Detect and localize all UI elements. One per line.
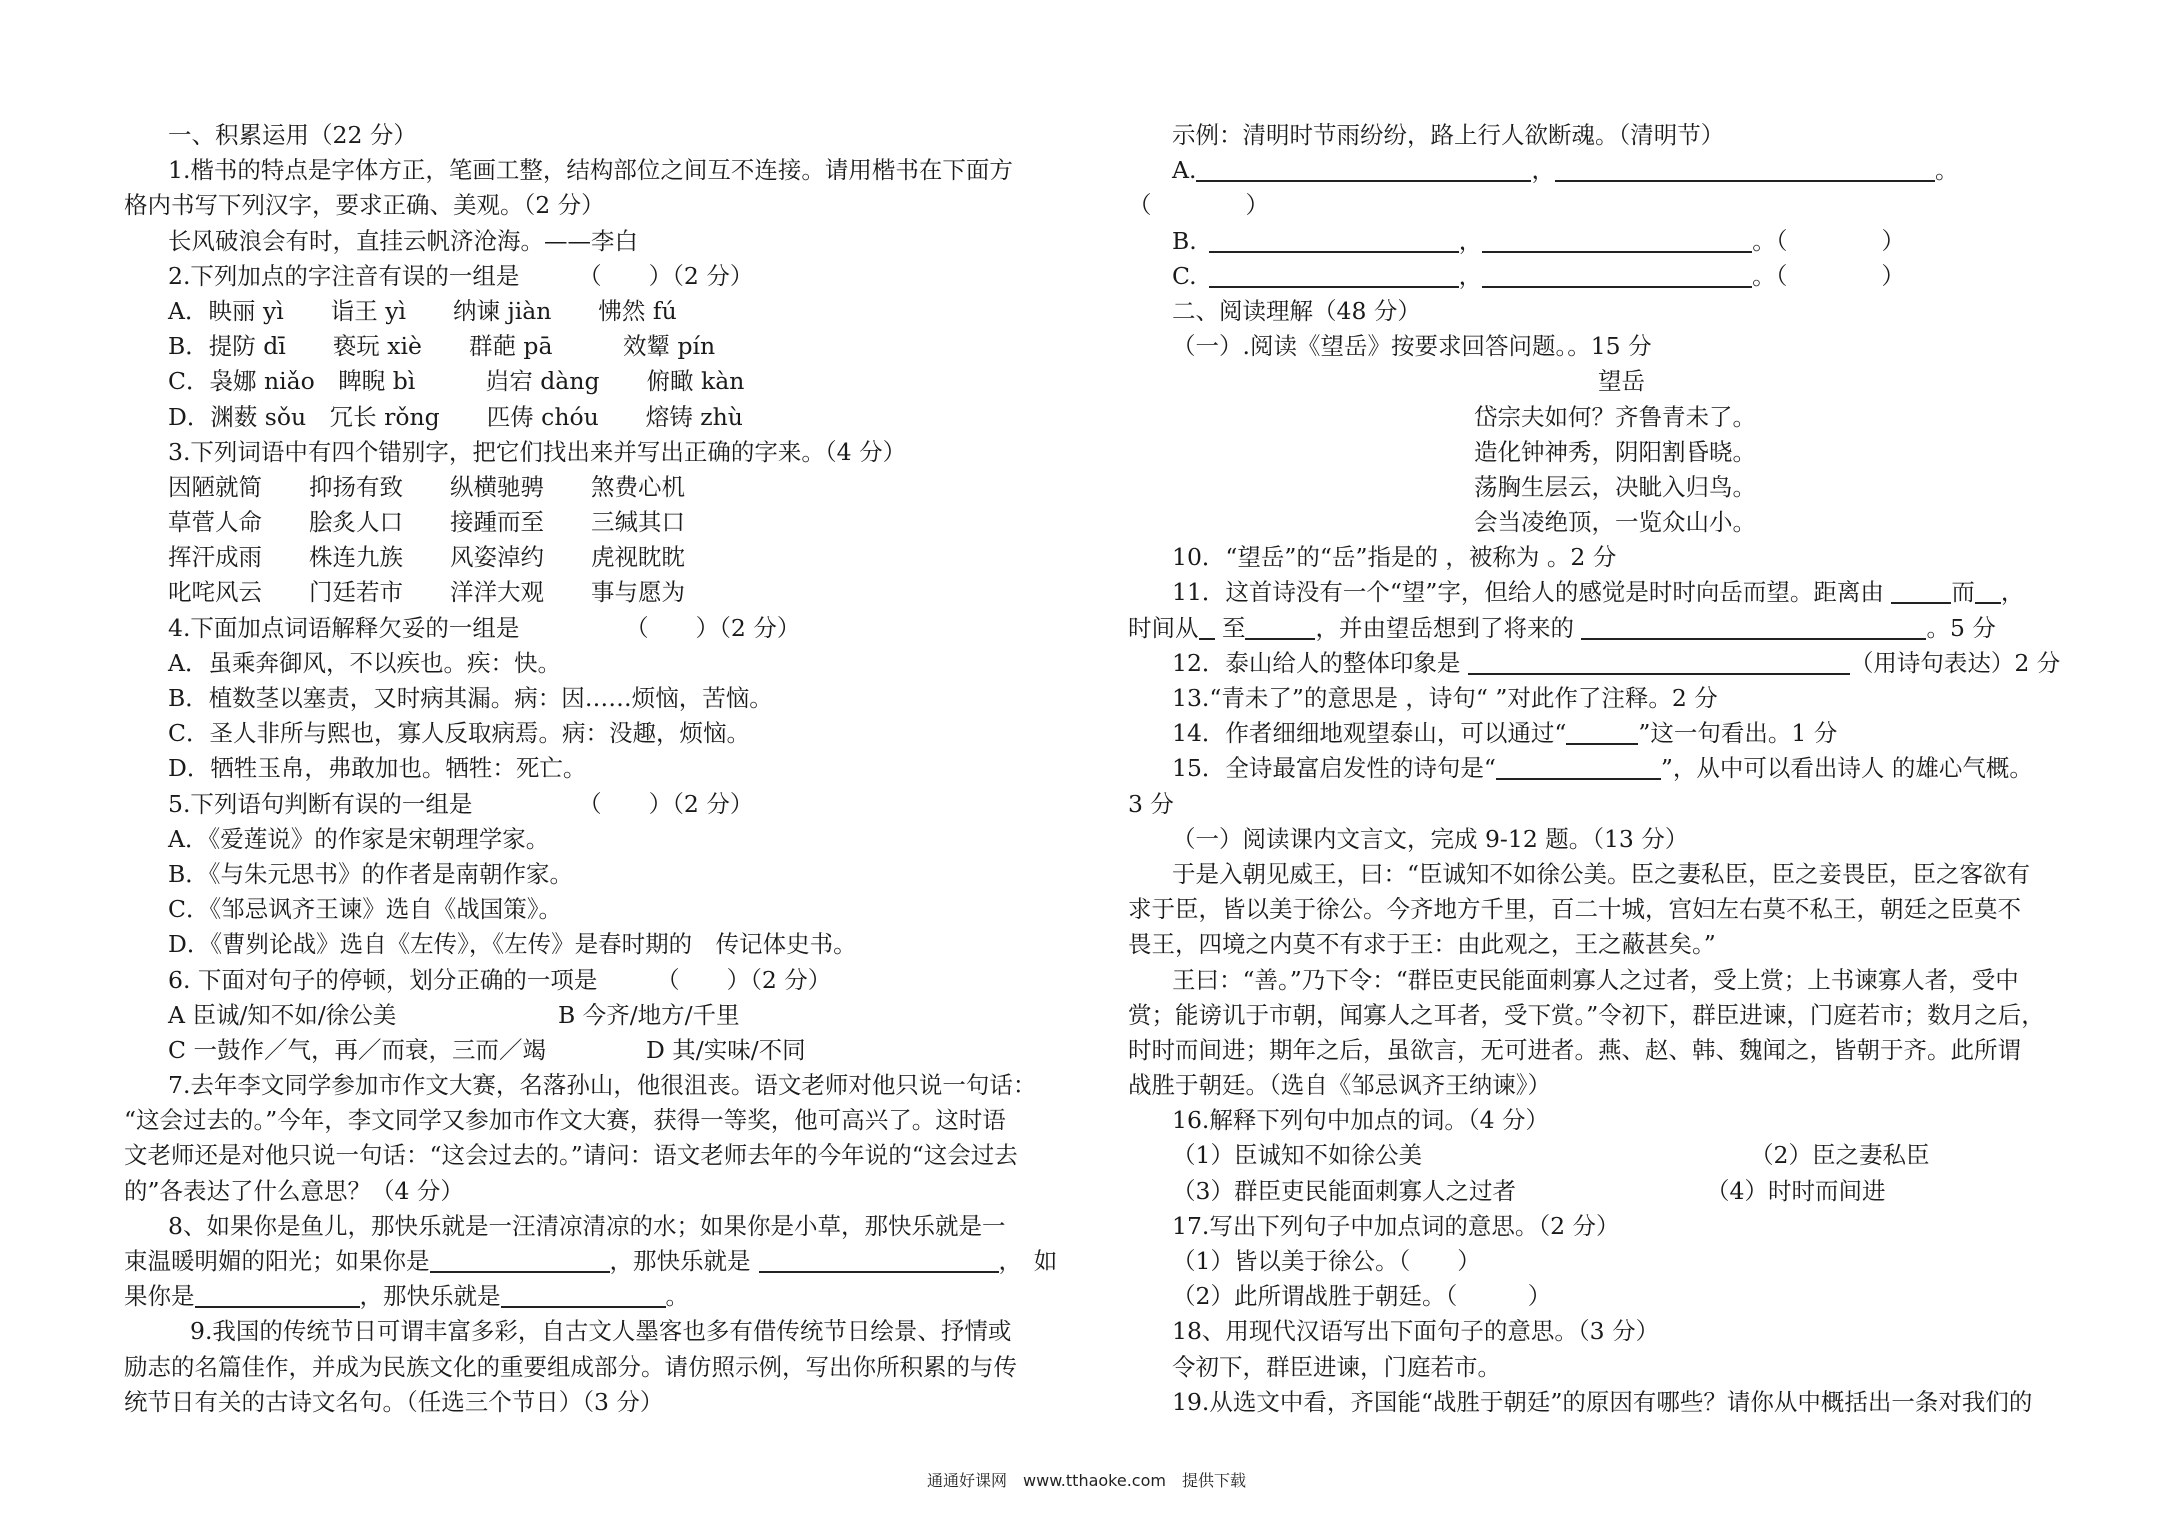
poem-line-3: 荡胸生层云，决眦入归鸟。 [1474,472,1756,501]
question-16-item-2: （2）臣之妻私臣 [1750,1141,1930,1170]
section-1-heading: 一、积累运用（22 分） [168,121,417,149]
question-7-line-3: 文老师还是对他只说一句话：“这会过去的。”请问：语文老师去年的今年说的“这会过去 [124,1141,1018,1170]
question-15-text: 15．全诗最富启发性的诗句是“ [1172,754,1496,783]
question-16-item-3: （3）群臣吏民能面刺寡人之过者 [1172,1176,1516,1205]
question-6-option-b: B 今齐/地方/千里 [558,1000,740,1029]
answer-blank[interactable] [1468,649,1850,675]
question-8-text: 束温暖明媚的阳光；如果你是 [124,1247,430,1275]
answer-blank[interactable] [1482,262,1752,288]
question-16-row-1 [1128,1138,2078,1173]
passage-2-line-1: 于是入朝见威王，曰：“臣诚知不如徐公美。臣之妻私臣，臣之妾畏臣，臣之客欲有 [1172,859,2031,888]
poem-line-1: 岱宗夫如何？齐鲁青未了。 [1474,402,1756,431]
question-11-text: 至 [1214,613,1246,642]
question-16-item-1: （1）臣诚知不如徐公美 [1172,1141,1422,1170]
question-17-item-1: （1）皆以美于徐公。（ ） [1172,1247,1481,1275]
question-6-row-1 [124,998,1079,1033]
question-7-line-2: “这会过去的。”今年，李文同学又参加市作文大赛，获得一等奖，他可高兴了。这时语 [124,1106,1006,1135]
question-11-line-1 [1128,575,2078,610]
question-11-text: 时间从 [1128,613,1199,642]
question-10: 10．“望岳”的“岳”指是的 ，被称为 。2 分 [1172,543,1617,572]
answer-blank[interactable] [1496,754,1661,780]
passage-2-line-4: 王曰：“善。”乃下令：“群臣吏民能面刺寡人之过者，受上赏；上书谏寡人者，受中 [1172,965,2019,994]
question-13: 13.“青未了”的意思是 ，诗句“ ”对此作了注释。2 分 [1172,684,1718,712]
answer-a-label: A. [1172,156,1197,185]
question-19: 19.从选文中看，齐国能“战胜于朝廷”的原因有哪些？请你从中概括出一条对我们的 [1172,1387,2033,1416]
question-8-text: ，那快乐就是 [609,1247,751,1275]
answer-blank[interactable] [1209,262,1459,288]
question-5-option-a: A．《爱莲说》的作家是宋朝理学家。 [168,824,550,853]
question-9-example: 示例：清明时节雨纷纷，路上行人欲断魂。（清明节） [1172,121,1725,149]
question-6: 6. 下面对句子的停顿，划分正确的一项是 （ ）（2 分） [168,965,832,994]
right-column [1128,118,2078,1420]
answer-blank[interactable] [195,1282,360,1308]
answer-blank[interactable] [759,1247,999,1273]
passage-2-line-3: 畏王，四境之内莫不有求于王：由此观之，王之蔽甚矣。” [1128,930,1716,959]
question-4: 4.下面加点词语解释欠妥的一组是 （ ）（2 分） [168,613,801,642]
question-14-text: ”这一句看出。1 分 [1638,719,1838,748]
question-6-row-2 [124,1033,1079,1068]
question-15-text: ”，从中可以看出诗人 的雄心气概。 [1660,754,2033,783]
question-18-sentence: 令初下，群臣进谏，门庭若市。 [1172,1352,1501,1381]
poem-line-4: 会当凌绝顶，一览众山小。 [1474,508,1756,537]
question-11-line-2 [1128,611,2078,646]
question-12-text: （用诗句表达）2 分 [1849,648,2061,677]
question-11-text: 而 [1951,578,1975,607]
question-11-text: ，并由望岳想到了将来的 [1315,613,1582,642]
question-6-option-c: C 一鼓作／气，再／而衰，三而／竭 [168,1035,546,1064]
answer-blank[interactable] [1482,227,1752,253]
separator: ， [1531,156,1555,185]
question-14-text: 14．作者细细地观望泰山，可以通过“ [1172,719,1567,748]
question-9-line-3: 统节日有关的古诗文名句。（任选三个节日）（3 分） [124,1387,664,1416]
question-4-option-a: A．虽乘奔御风，不以疾也。疾：快。 [168,648,561,677]
question-11-text: ， [2000,578,2025,607]
separator: ， [1458,226,1483,255]
passage-2-line-7: 战胜于朝廷。（选自《邹忌讽齐王纳谏》） [1128,1071,1551,1100]
question-8-text: ，那快乐就是 [359,1282,501,1311]
question-3: 3.下列词语中有四个错别字，把它们找出来并写出正确的字来。（4 分） [168,437,907,466]
question-6-option-d: D 其/实味/不同 [646,1035,806,1064]
question-14 [1128,716,2078,751]
question-15-score: 3 分 [1128,789,1174,818]
question-5: 5.下列语句判断有误的一组是 （ ）（2 分） [168,789,754,818]
passage-2-line-2: 求于臣，皆以美于徐公。今齐地方千里，百二十城，宫妇左右莫不私王，朝廷之臣莫不 [1128,895,2021,924]
separator: 。 [1934,156,1959,185]
question-8-line-3 [124,1279,1079,1314]
section-2-heading: 二、阅读理解（48 分） [1172,296,1421,325]
poem-line-2: 造化钟神秀，阴阳割昏晓。 [1474,437,1756,466]
question-2-option-c: C．袅娜 niǎo 睥睨 bì 岿宕 dàng 俯瞰 kàn [168,367,745,396]
question-9-line-2: 励志的名篇佳作，并成为民族文化的重要组成部分。请仿照示例，写出你所积累的与传 [124,1352,1017,1381]
question-9-answer-c [1128,259,2078,294]
question-8-line-2 [124,1244,1079,1279]
answer-blank[interactable] [501,1282,666,1308]
question-2-option-d: D．渊薮 sǒu 冗长 rǒng 匹俦 chóu 熔铸 zhù [168,402,743,431]
answer-blank[interactable] [1555,156,1935,182]
passage-1-instruction: （一）.阅读《望岳》按要求回答问题。。15 分 [1172,332,1652,361]
answer-c-festival-paren: （ ） [1775,261,1905,290]
left-column [124,118,1079,1420]
question-1-line-1: 1.楷书的特点是字体方正，笔画工整，结构部位之间互不连接。请用楷书在下面方 [168,156,1013,185]
question-17: 17.写出下列句子中加点词的意思。（2 分） [1172,1211,1620,1240]
question-18: 18、用现代汉语写出下面句子的意思。（3 分） [1172,1317,1660,1346]
answer-blank[interactable] [1975,578,2001,604]
answer-c-label: C. [1172,261,1197,290]
question-16-row-2 [1128,1174,2078,1209]
question-8-text: 果你是 [124,1282,195,1311]
question-2: 2.下列加点的字注音有误的一组是 （ ）（2 分） [168,261,754,290]
question-11-text: 。5 分 [1926,613,1996,642]
question-6-option-a: A 臣诚/知不如/徐公美 [168,1000,397,1029]
answer-b-label: B. [1172,226,1197,255]
question-5-option-d: D．《曹刿论战》选自《左传》，《左传》是春时期的 传记体史书。 [168,930,857,959]
question-7-line-4: 的”各表达了什么意思？（4 分） [124,1176,464,1205]
separator: 。 [1752,226,1776,255]
answer-blank[interactable] [1891,578,1951,604]
answer-blank[interactable] [1581,614,1926,640]
question-12 [1128,646,2078,681]
answer-blank[interactable] [430,1247,610,1273]
question-3-row-2: 草菅人命 脍炙人口 接踵而至 三缄其口 [168,508,685,537]
question-16-item-4: （4）时时而间进 [1706,1176,1886,1205]
separator: 。 [1752,261,1776,290]
passage-2-line-6: 时时而间进；期年之后，虽欲言，无可进者。燕、赵、韩、魏闻之，皆朝于齐。此所谓 [1128,1035,2021,1064]
question-4-option-b: B．植数茎以塞责，又时病其漏。病：因……烦恼，苦恼。 [168,684,773,712]
answer-blank[interactable] [1199,614,1215,640]
question-8-text: ， 如 [998,1247,1058,1275]
question-11-text: 11．这首诗没有一个“望”字，但给人的感觉是时时向岳而望。距离由 [1172,578,1892,607]
question-17-item-2: （2）此所谓战胜于朝廷。（ ） [1172,1282,1552,1311]
question-8-text: 。 [665,1282,689,1311]
answer-blank[interactable] [1196,156,1531,182]
question-2-option-a: A．眏丽 yì 诣王 yì 纳谏 jiàn 怫然 fú [168,296,677,325]
question-8-line-1: 8、如果你是鱼儿，那快乐就是一汪清凉清凉的水；如果你是小草，那快乐就是一 [168,1211,1006,1240]
answer-a-festival-paren: （ ） [1128,191,1269,220]
poem-title: 望岳 [1598,367,1645,396]
question-3-row-3: 挥汗成雨 株连九族 风姿淖约 虎视眈眈 [168,543,685,572]
question-2-option-b: B．提防 dī 亵玩 xiè 群葩 pā 效颦 pín [168,332,716,361]
passage-2-line-5: 赏；能谤讥于市朝，闻寡人之耳者，受下赏。”令初下，群臣进谏，门庭若市；数月之后， [1128,1000,2045,1029]
passage-2-instruction: （一）阅读课内文言文，完成 9-12 题。（13 分） [1172,824,1689,853]
question-9-line-1: 9.我国的传统节日可谓丰富多彩，自古文人墨客也多有借传统节日绘景、抒情或 [190,1317,1012,1346]
question-16: 16.解释下列句中加点的词。（4 分） [1172,1106,1550,1135]
question-5-option-c: C．《邹忌讽齐王谏》选自《战国策》。 [168,895,562,924]
answer-blank[interactable] [1566,719,1638,745]
question-9-answer-a [1128,153,2078,188]
question-15 [1128,751,2078,786]
question-4-option-d: D．牺牲玉帛，弗敢加也。牺牲：死亡。 [168,754,587,783]
page-footer: 通通好课网 www.tthaoke.com 提供下载 [927,1471,1246,1490]
question-12-text: 12．泰山给人的整体印象是 [1172,648,1468,677]
separator: ， [1458,261,1483,290]
question-3-row-1: 因陋就简 抑扬有致 纵横驰骋 煞费心机 [168,472,685,501]
question-3-row-4: 叱咤风云 门廷若市 洋洋大观 事与愿为 [168,578,685,607]
question-1-line-2: 格内书写下列汉字，要求正确、美观。（2 分） [124,191,605,220]
question-7-line-1: 7.去年李文同学参加市作文大赛，名落孙山，他很沮丧。语文老师对他只说一句话： [168,1071,1037,1100]
question-1-poem-line: 长风破浪会有时，直挂云帆济沧海。——李白 [168,226,638,255]
answer-blank[interactable] [1209,227,1459,253]
answer-blank[interactable] [1245,614,1315,640]
answer-b-festival-paren: （ ） [1775,226,1905,255]
question-4-option-c: C．圣人非所与熙也，寡人反取病焉。病：没趣，烦恼。 [168,719,750,748]
question-9-answer-b [1128,224,2078,259]
question-5-option-b: B．《与朱元思书》的作者是南朝作家。 [168,859,574,888]
